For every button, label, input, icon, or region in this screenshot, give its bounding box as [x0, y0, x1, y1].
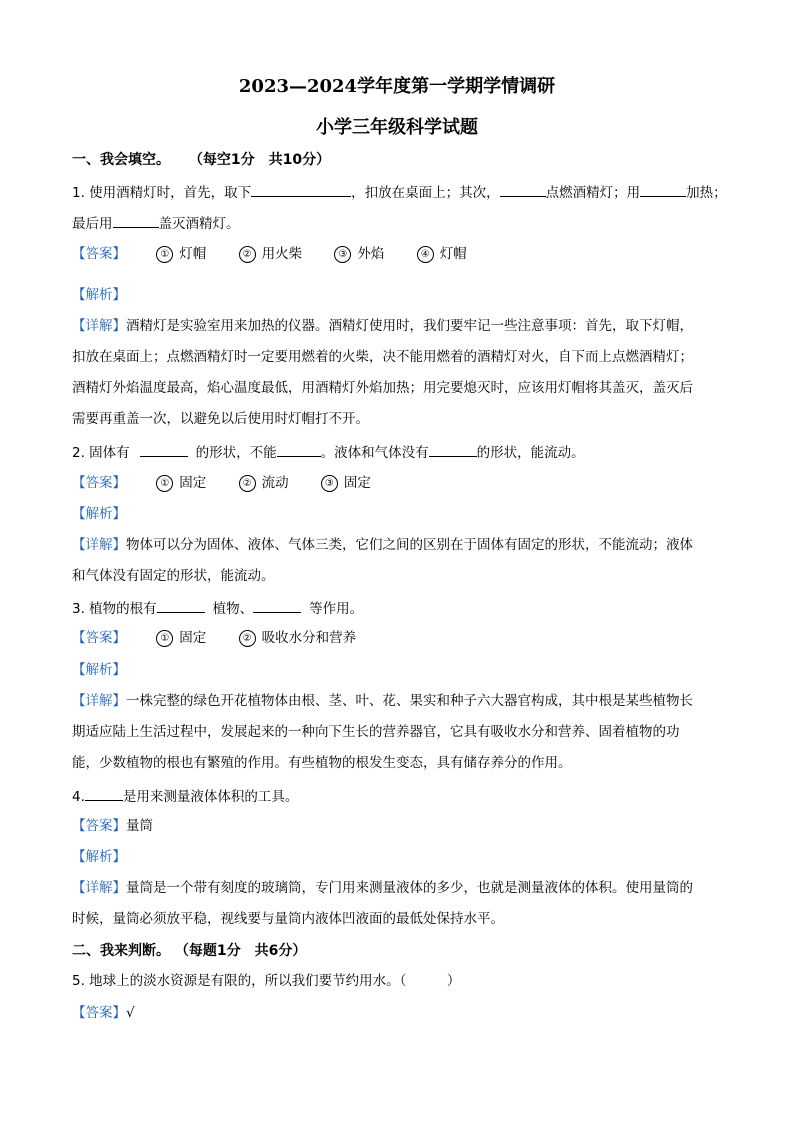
section-heading [72, 150, 330, 170]
detail-line: 【详解】酒精灯是实验室用来加热的仪器。酒精灯使用时，我们要牢记一些注意事项：首先，取下灯帽， [72, 318, 693, 334]
answer-row [72, 473, 399, 493]
question-text: 加热； [686, 185, 727, 201]
section-title: 二、我来判断。 [72, 943, 170, 959]
question-text: 1. 使用酒精灯时，首先，取下 [72, 185, 252, 201]
detail-line: 【详解】量筒是一个带有刻度的玻璃筒，专门用来测量液体的多少，也就是测量液体的体积。使用量筒的 [72, 880, 693, 896]
answer-item: ① 固定 [156, 628, 206, 648]
answer-blank [500, 182, 546, 197]
answer-blank [157, 598, 205, 613]
answer-item: ② 流动 [239, 473, 289, 493]
question-3: 3. 植物的根有 植物、 等作用。 [72, 598, 363, 619]
section-score: （每题1分 共6分） [174, 943, 307, 959]
detail-line: 能，少数植物的根也有繁殖的作用。有些植物的根发生变态，具有储存养分的作用。 [72, 755, 572, 771]
circle-number: ③ [334, 246, 351, 263]
answer-blank [113, 213, 159, 228]
question-text: 盖灭酒精灯。 [158, 216, 240, 232]
answer-blank [85, 786, 123, 801]
answer-blank [277, 442, 321, 457]
circle-number: ① [156, 475, 173, 492]
analysis-tag: 【解析】 [72, 287, 126, 303]
question-1-line1 [72, 182, 727, 203]
answer-blank [251, 182, 351, 197]
answer-item: ③ 外焰 [334, 244, 384, 264]
answer-tag: 【答案】 [72, 475, 126, 491]
answer-item: ② 吸收水分和营养 [239, 628, 357, 648]
question-1-line2 [72, 213, 240, 234]
section-score: （每空1分 共10分） [188, 152, 331, 168]
answer-value: 量筒 [126, 818, 153, 834]
question-5: 5. 地球上的淡水资源是有限的，所以我们要节约用水。（ ） [72, 973, 461, 989]
answer-item: ④ 灯帽 [417, 244, 467, 264]
section-heading [72, 941, 306, 961]
answer-tag: 【答案】 [72, 630, 126, 646]
answer-blank [640, 182, 686, 197]
answer-item: ① 固定 [156, 473, 206, 493]
question-2: 2. 固体有 的形状，不能 。液体和气体没有 的形状，能流动。 [72, 442, 585, 463]
answer-row [72, 628, 384, 648]
answer-value: √ [126, 1005, 135, 1021]
question-text: ，扣放在桌面上；其次， [351, 185, 500, 201]
page-title: 2023—2024学年度第一学期学情调研 [238, 76, 556, 97]
question-text: 点燃酒精灯；用 [545, 185, 641, 201]
question-4: 4. 是用来测量液体体积的工具。 [72, 786, 298, 807]
answer-row [72, 244, 495, 264]
answer-tag: 【答案】 [72, 246, 126, 262]
analysis-tag: 【解析】 [72, 662, 126, 678]
answer-blank [253, 598, 301, 613]
analysis-tag: 【解析】 [72, 849, 126, 865]
answer-blank [429, 442, 477, 457]
detail-line: 【详解】一株完整的绿色开花植物体由根、茎、叶、花、果实和种子六大器官构成，其中根是某些植物长 [72, 693, 693, 709]
detail-line: 【详解】物体可以分为固体、液体、气体三类，它们之间的区别在于固体有固定的形状，不能流动；液体 [72, 537, 693, 553]
answer-row [72, 1003, 135, 1023]
answer-tag: 【答案】 [72, 818, 126, 834]
question-text: 最后用 [72, 216, 113, 232]
circle-number: ① [156, 630, 173, 647]
detail-line: 酒精灯外焰温度最高，焰心温度最低，用酒精灯外焰加热；用完要熄灭时，应该用灯帽将其盖灭，盖灭后 [72, 380, 693, 396]
detail-line: 时候，量筒必须放平稳，视线要与量筒内液体凹液面的最低处保持水平。 [72, 911, 504, 927]
answer-tag: 【答案】 [72, 1005, 126, 1021]
detail-line: 和气体没有固定的形状，能流动。 [72, 568, 275, 584]
detail-tag: 【详解】 [72, 537, 126, 553]
detail-line: 需要再重盖一次，以避免以后使用时灯帽打不开。 [72, 411, 369, 427]
detail-tag: 【详解】 [72, 880, 126, 896]
answer-blank [140, 442, 188, 457]
detail-tag: 【详解】 [72, 693, 126, 709]
detail-tag: 【详解】 [72, 318, 126, 334]
answer-item: ② 用火柴 [239, 244, 303, 264]
circle-number: ② [239, 475, 256, 492]
section-title: 一、我会填空。 [72, 152, 170, 168]
detail-line: 期适应陆上生活过程中，发展起来的一种向下生长的营养器官，它具有吸收水分和营养、固着植物的功 [72, 724, 680, 740]
page-subtitle: 小学三年级科学试题 [316, 117, 478, 138]
circle-number: ③ [321, 475, 338, 492]
answer-item: ③ 固定 [321, 473, 371, 493]
detail-line: 扣放在桌面上；点燃酒精灯时一定要用燃着的火柴，决不能用燃着的酒精灯对火，自下而上点燃酒精灯； [72, 349, 693, 365]
circle-number: ② [239, 246, 256, 263]
answer-item: ① 灯帽 [156, 244, 206, 264]
circle-number: ④ [417, 246, 434, 263]
answer-row [72, 816, 153, 836]
circle-number: ① [156, 246, 173, 263]
circle-number: ② [239, 630, 256, 647]
analysis-tag: 【解析】 [72, 506, 126, 522]
